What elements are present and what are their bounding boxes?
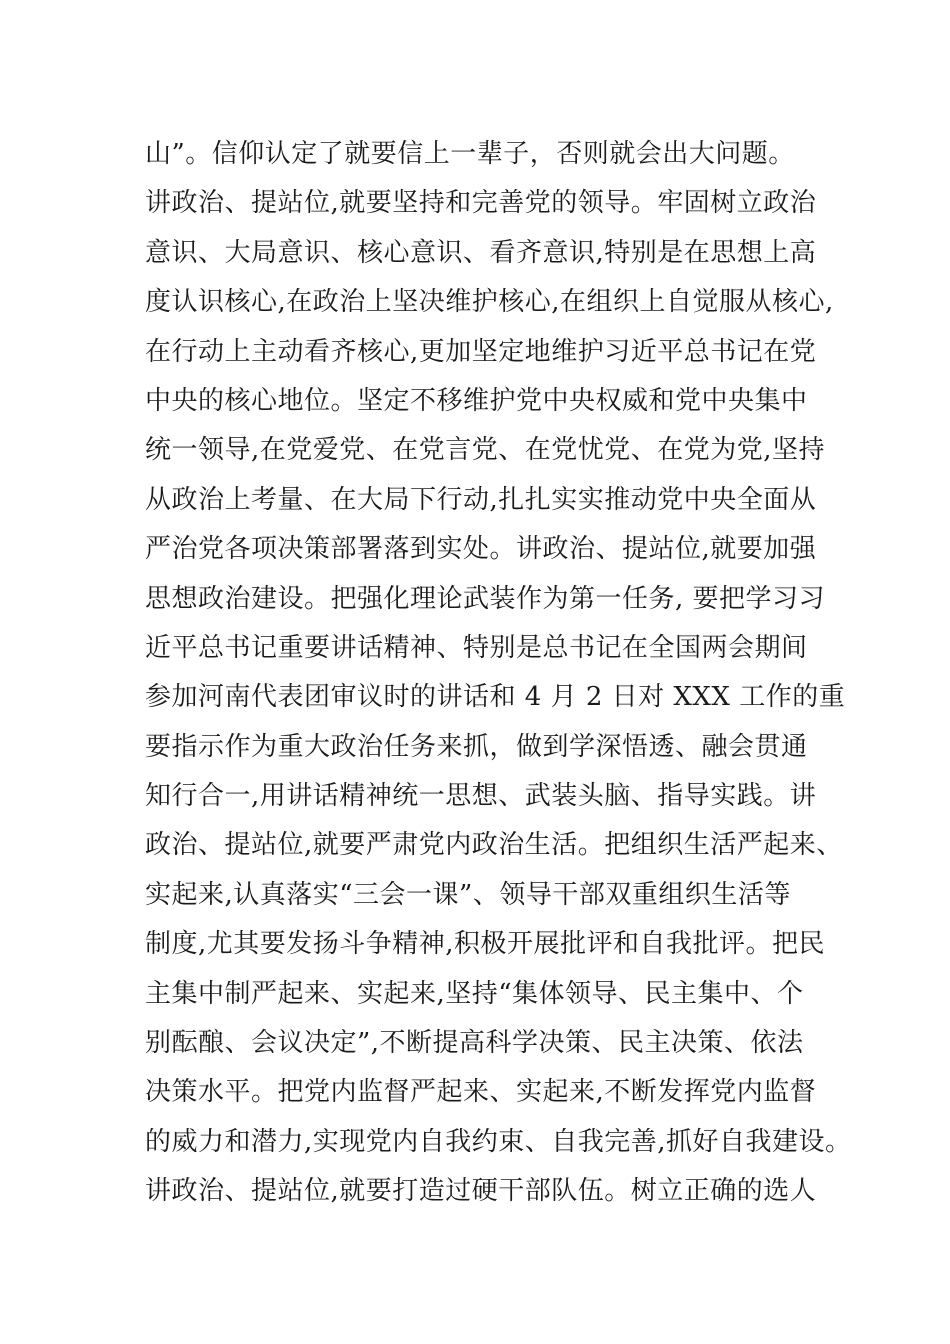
text-line: 讲政治、提站位,就要打造过硬干部队伍。树立正确的选人 xyxy=(145,1176,817,1207)
text-line: 政治、提站位,就要严肃党内政治生活。把组织生活严起来、 xyxy=(145,830,843,861)
text-line: 决策水平。把党内监督严起来、实起来,不断发挥党内监督 xyxy=(145,1077,817,1108)
text-line: 统一领导,在党爱党、在党言党、在党忧党、在党为党,坚持 xyxy=(145,435,826,466)
text-line: 度认识核心,在政治上坚决维护核心,在组织上自觉服从核心, xyxy=(145,287,834,318)
text-line: 实起来,认真落实“三会一课”、领导干部双重组织生活等 xyxy=(145,879,791,910)
text-line: 要指示作为重大政治任务来抓，做到学深悟透、融会贯通 xyxy=(145,731,808,762)
text-line: 思想政治建设。把强化理论武装作为第一任务, 要把学习习 xyxy=(145,583,826,614)
text-line: 近平总书记重要讲话精神、特别是总书记在全国两会期间 xyxy=(145,632,808,663)
text-line: 知行合一,用讲话精神统一思想、武装头脑、指导实践。讲 xyxy=(145,781,817,812)
text-line: 讲政治、提站位,就要坚持和完善党的领导。牢固树立政治 xyxy=(145,188,817,219)
text-line: 严治党各项决策部署落到实处。讲政治、提站位,就要加强 xyxy=(145,534,817,565)
text-line: 中央的核心地位。坚定不移维护党中央权威和党中央集中 xyxy=(145,385,808,416)
text-line: 主集中制严起来、实起来,坚持“集体领导、民主集中、个 xyxy=(145,978,804,1009)
body-text xyxy=(145,130,852,1217)
text-line: 从政治上考量、在大局下行动,扎扎实实推动党中央全面从 xyxy=(145,484,817,515)
text-line: 别酝酿、会议决定”,不断提高科学决策、民主决策、依法 xyxy=(145,1028,804,1059)
text-line: 山”。信仰认定了就要信上一辈子，否则就会出大问题。 xyxy=(145,139,795,169)
text-line: 参加河南代表团审议时的讲话和 4 月 2 日对 XXX 工作的重 xyxy=(145,682,846,713)
text-line: 制度,尤其要发扬斗争精神,积极开展批评和自我批评。把民 xyxy=(145,929,826,960)
text-line: 意识、大局意识、核心意识、看齐意识,特别是在思想上高 xyxy=(145,237,817,268)
text-line: 在行动上主动看齐核心,更加坚定地维护习近平总书记在党 xyxy=(145,336,817,367)
text-line: 的威力和潜力,实现党内自我约束、自我完善,抓好自我建设。 xyxy=(145,1126,852,1157)
